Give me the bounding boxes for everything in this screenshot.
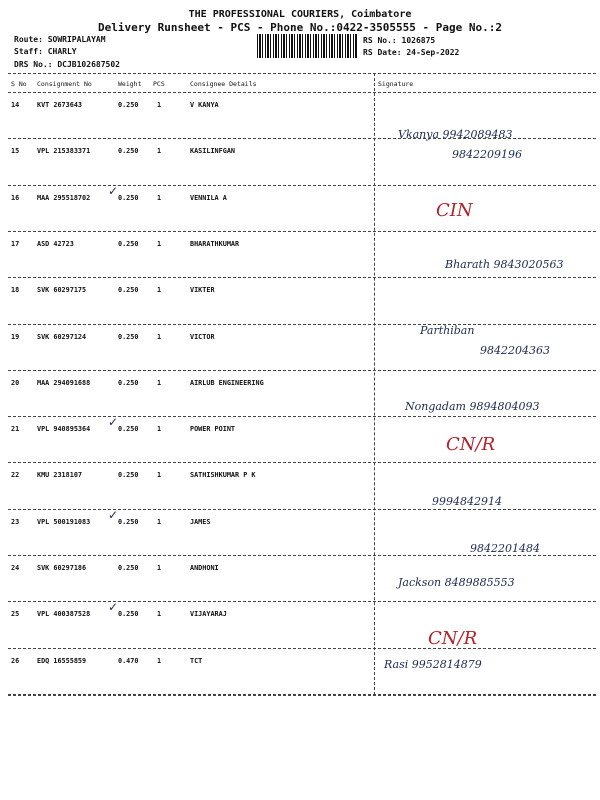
cell-sno: 25 [11, 610, 20, 619]
cell-consignment: KVT 2673643 [37, 101, 83, 109]
row-rule [8, 694, 596, 695]
cell-pcs: 1 [157, 425, 162, 434]
cell-consignee: AIRLUB ENGINEERING [190, 378, 264, 387]
cell-consignment: VPL 400387528 [37, 610, 91, 619]
cell-sno: 14 [11, 101, 20, 109]
route: Route: SOWRIPALAYAM [14, 35, 106, 44]
cell-consignment: MAA 294091688 [37, 378, 91, 387]
cell-weight: 0.250 [118, 147, 139, 156]
cell-pcs: 1 [157, 147, 162, 156]
cell-pcs: 1 [157, 101, 162, 109]
staff: Staff: CHARLY [14, 47, 77, 56]
cell-weight: 0.250 [118, 239, 139, 248]
cell-weight: 0.250 [118, 193, 139, 202]
cell-consignee: VIJAYARAJ [190, 610, 227, 619]
cell-pcs: 1 [157, 239, 162, 248]
cell-consignee: VENNILA A [190, 193, 227, 202]
cell-sno: 24 [11, 564, 20, 572]
cell-consignment: SVK 60297124 [37, 332, 87, 341]
cell-weight: 0.250 [118, 564, 139, 572]
cell-consignment: VPL 215383371 [37, 147, 91, 156]
signature-entry: Bharath 9843020563 [445, 258, 564, 271]
cell-consignment: MAA 295518702 [37, 193, 91, 202]
cell-sno: 21 [11, 425, 20, 434]
col-consignee: Consignee Details [190, 80, 257, 88]
col-signature: Signature [378, 80, 414, 88]
cell-pcs: 1 [157, 517, 162, 526]
table-row [8, 649, 596, 695]
cell-weight: 0.250 [118, 378, 139, 387]
cell-consignee: V KANYA [190, 101, 219, 109]
barcode [257, 34, 357, 58]
cell-consignment: VPL 940895364 [37, 425, 91, 434]
header-rule [8, 73, 596, 74]
cell-sno: 26 [11, 656, 20, 665]
cell-weight: 0.470 [118, 656, 139, 665]
cell-pcs: 1 [157, 610, 162, 619]
col-consignment: Consignment No [37, 80, 92, 88]
cell-weight: 0.250 [118, 332, 139, 341]
signature-entry: CN/R [428, 628, 478, 649]
check-mark-icon: ✓ [108, 507, 119, 522]
cell-sno: 20 [11, 378, 20, 387]
check-mark-icon: ✓ [108, 183, 119, 198]
col-sno: S No [11, 80, 27, 88]
col-weight: Weight [118, 80, 142, 88]
cell-pcs: 1 [157, 193, 162, 202]
runsheet-subtitle: Delivery Runsheet - PCS - Phone No.:0422-3505555 - Page No.:2 [98, 21, 502, 34]
table-row [8, 463, 596, 509]
cell-consignee: TCT [190, 656, 203, 665]
cell-pcs: 1 [157, 332, 162, 341]
cell-consignee: VIKTER [190, 286, 215, 295]
cell-sno: 16 [11, 193, 20, 202]
cell-weight: 0.250 [118, 517, 139, 526]
cell-consignee: POWER POINT [190, 425, 236, 434]
cell-sno: 17 [11, 239, 20, 248]
signature-entry: 9842209196 [452, 148, 522, 161]
table-row [8, 183, 596, 232]
check-mark-icon: ✓ [108, 415, 119, 430]
signature-entry: 9842204363 [480, 344, 550, 357]
check-mark-icon: ✓ [108, 600, 119, 615]
cell-pcs: 1 [157, 286, 162, 295]
cell-sno: 15 [11, 147, 20, 156]
col-pcs: PCS [153, 80, 165, 88]
cell-sno: 19 [11, 332, 20, 341]
cell-weight: 0.250 [118, 471, 139, 480]
cell-consignee: BHARATHKUMAR [190, 239, 240, 248]
signature-entry: Jackson 8489885553 [398, 576, 515, 589]
cell-sno: 23 [11, 517, 20, 526]
cell-pcs: 1 [157, 656, 162, 665]
cell-pcs: 1 [157, 378, 162, 387]
signature-entry: CIN [436, 200, 473, 221]
signature-entry: 9994842914 [432, 495, 502, 508]
footer-rule [8, 695, 596, 696]
cell-consignee: KASILINFGAN [190, 147, 236, 156]
table-row [8, 417, 596, 463]
drs-number: DRS No.: DCJB102687502 [14, 60, 120, 69]
cell-sno: 18 [11, 286, 20, 295]
cell-weight: 0.250 [118, 425, 139, 434]
cell-consignment: SVK 60297175 [37, 286, 87, 295]
company-title: THE PROFESSIONAL COURIERS, Coimbatore [188, 9, 412, 20]
table-row [8, 602, 596, 648]
signature-entry: CN/R [446, 434, 496, 455]
cell-pcs: 1 [157, 471, 162, 480]
signature-entry: 9842201484 [470, 542, 540, 555]
cell-pcs: 1 [157, 564, 162, 572]
rs-date: RS Date: 24-Sep-2022 [363, 48, 460, 57]
rs-number: RS No.: 1026875 [363, 36, 436, 45]
signature-entry: Parthiban [420, 324, 475, 337]
signature-entry: Rasi 9952814879 [384, 658, 482, 671]
signature-entry: Nongadam 9894804093 [405, 400, 540, 413]
table-row [8, 139, 596, 185]
cell-consignee: VICTOR [190, 332, 215, 341]
cell-consignment: SVK 60297186 [37, 564, 87, 572]
cell-weight: 0.250 [118, 101, 139, 109]
cell-consignment: ASD 42723 [37, 239, 74, 248]
cell-consignment: EDQ 16555859 [37, 656, 87, 665]
signature-entry: Vkanya 9942089483 [398, 128, 513, 141]
cell-consignment: VPL 500191083 [37, 517, 91, 526]
cell-consignee: ANDHONI [190, 564, 219, 572]
cell-weight: 0.250 [118, 286, 139, 295]
cell-consignment: KMU 2318107 [37, 471, 83, 480]
table-row [8, 278, 596, 324]
cell-weight: 0.250 [118, 610, 139, 619]
cell-consignee: SATHISHKUMAR P K [190, 471, 256, 480]
cell-consignee: JAMES [190, 517, 211, 526]
cell-sno: 22 [11, 471, 20, 480]
